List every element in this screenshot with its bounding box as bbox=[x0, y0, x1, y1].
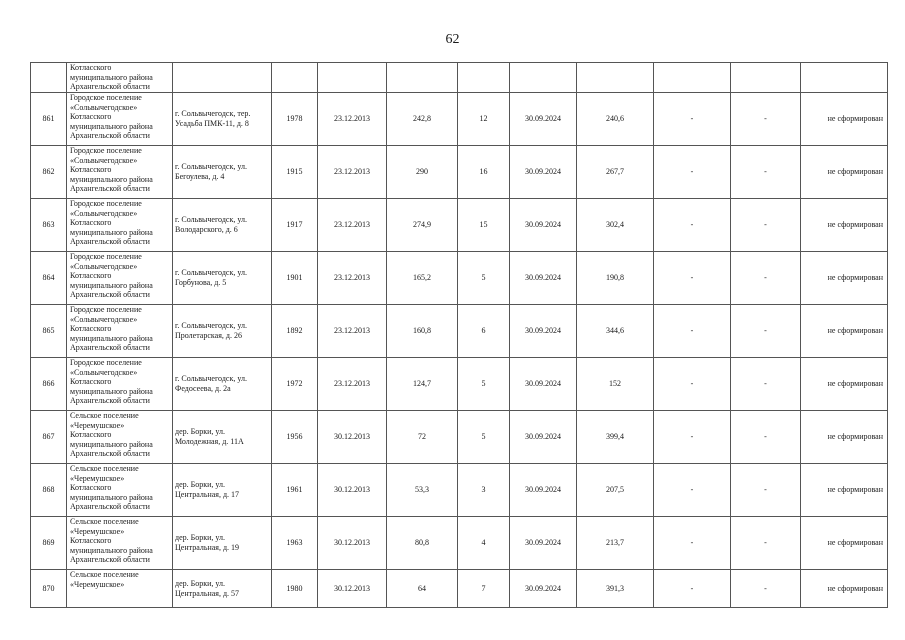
cell-area: 160,8 bbox=[387, 305, 458, 358]
table-rows bbox=[31, 93, 888, 608]
cell-date-recognized: 23.12.2013 bbox=[318, 199, 387, 252]
cell-area: 80,8 bbox=[387, 517, 458, 570]
cell-date-recognized bbox=[318, 63, 387, 93]
cell-area: 290 bbox=[387, 146, 458, 199]
cell-col-b: - bbox=[731, 305, 801, 358]
cell-col-a: - bbox=[654, 570, 731, 608]
cell-residents: 5 bbox=[458, 252, 510, 305]
cell-col-b: - bbox=[731, 252, 801, 305]
cell-area-to-resettle: 267,7 bbox=[577, 146, 654, 199]
cell-status: не сформирован bbox=[801, 146, 888, 199]
cell-status bbox=[801, 63, 888, 93]
cell-col-a: - bbox=[654, 199, 731, 252]
cell-settlement: Городское поселение «Сольвычегодское» Котласского муниципального района Архангельской области bbox=[67, 252, 173, 305]
cell-address: г. Сольвычегодск, тер. Усадьба ПМК-11, д. 8 bbox=[173, 93, 272, 146]
cell-settlement: Сельское поселение «Черемушское» Котласского муниципального района Архангельской области bbox=[67, 517, 173, 570]
cell-year: 1961 bbox=[272, 464, 318, 517]
cell-address: г. Сольвычегодск, ул. Пролетарская, д. 26 bbox=[173, 305, 272, 358]
cell-settlement: Городское поселение «Сольвычегодское» Котласского муниципального района Архангельской области bbox=[67, 146, 173, 199]
cell-address: г. Сольвычегодск, ул. Федосеева, д. 2а bbox=[173, 358, 272, 411]
cell-area-to-resettle: 302,4 bbox=[577, 199, 654, 252]
cell-area: 53,3 bbox=[387, 464, 458, 517]
cell-residents bbox=[458, 63, 510, 93]
cell-planned-date: 30.09.2024 bbox=[510, 146, 577, 199]
cell-area-to-resettle: 240,6 bbox=[577, 93, 654, 146]
cell-area: 165,2 bbox=[387, 252, 458, 305]
cell-year: 1980 bbox=[272, 570, 318, 608]
cell-col-b: - bbox=[731, 411, 801, 464]
cell-address: г. Сольвычегодск, ул. Горбунова, д. 5 bbox=[173, 252, 272, 305]
table-row bbox=[31, 305, 888, 358]
cell-number: 867 bbox=[31, 411, 67, 464]
cell-col-b: - bbox=[731, 199, 801, 252]
cell-area: 124,7 bbox=[387, 358, 458, 411]
cell-planned-date: 30.09.2024 bbox=[510, 517, 577, 570]
cell-number: 862 bbox=[31, 146, 67, 199]
cell-settlement: Котласского муниципального района Архангельской области bbox=[67, 63, 173, 93]
cell-year: 1963 bbox=[272, 517, 318, 570]
cell-status: не сформирован bbox=[801, 305, 888, 358]
cell-date-recognized: 23.12.2013 bbox=[318, 305, 387, 358]
cell-status: не сформирован bbox=[801, 464, 888, 517]
cell-address: г. Сольвычегодск, ул. Бегоулева, д. 4 bbox=[173, 146, 272, 199]
table-row bbox=[31, 464, 888, 517]
cell-date-recognized: 30.12.2013 bbox=[318, 517, 387, 570]
cell-residents: 5 bbox=[458, 411, 510, 464]
cell-col-a: - bbox=[654, 411, 731, 464]
table-row bbox=[31, 517, 888, 570]
cell-year: 1892 bbox=[272, 305, 318, 358]
cell-planned-date: 30.09.2024 bbox=[510, 305, 577, 358]
cell-col-b: - bbox=[731, 358, 801, 411]
cell-date-recognized: 23.12.2013 bbox=[318, 252, 387, 305]
cell-settlement: Городское поселение «Сольвычегодское» Котласского муниципального района Архангельской области bbox=[67, 93, 173, 146]
cell-number: 869 bbox=[31, 517, 67, 570]
cell-col-a: - bbox=[654, 146, 731, 199]
cell-status: не сформирован bbox=[801, 570, 888, 608]
cell-number: 866 bbox=[31, 358, 67, 411]
cell-address: г. Сольвычегодск, ул. Володарского, д. 6 bbox=[173, 199, 272, 252]
cell-area-to-resettle: 190,8 bbox=[577, 252, 654, 305]
cell-planned-date: 30.09.2024 bbox=[510, 411, 577, 464]
cell-col-b: - bbox=[731, 93, 801, 146]
table-row bbox=[31, 411, 888, 464]
cell-status: не сформирован bbox=[801, 252, 888, 305]
cell-status: не сформирован bbox=[801, 199, 888, 252]
cell-address: дер. Борки, ул. Центральная, д. 57 bbox=[173, 570, 272, 608]
table-row-continued bbox=[31, 63, 888, 93]
cell-status: не сформирован bbox=[801, 93, 888, 146]
cell-address: дер. Борки, ул. Центральная, д. 19 bbox=[173, 517, 272, 570]
cell-residents: 12 bbox=[458, 93, 510, 146]
cell-residents: 15 bbox=[458, 199, 510, 252]
cell-planned-date: 30.09.2024 bbox=[510, 464, 577, 517]
cell-settlement: Городское поселение «Сольвычегодское» Котласского муниципального района Архангельской области bbox=[67, 305, 173, 358]
cell-date-recognized: 23.12.2013 bbox=[318, 146, 387, 199]
cell-year bbox=[272, 63, 318, 93]
cell-area-to-resettle: 344,6 bbox=[577, 305, 654, 358]
cell-year: 1915 bbox=[272, 146, 318, 199]
cell-settlement: Сельское поселение «Черемушское» Котласского муниципального района Архангельской области bbox=[67, 411, 173, 464]
cell-col-a: - bbox=[654, 252, 731, 305]
cell-settlement: Городское поселение «Сольвычегодское» Котласского муниципального района Архангельской области bbox=[67, 358, 173, 411]
cell-settlement: Сельское поселение «Черемушское» bbox=[67, 570, 173, 608]
cell-year: 1978 bbox=[272, 93, 318, 146]
cell-number: 870 bbox=[31, 570, 67, 608]
cell-area: 242,8 bbox=[387, 93, 458, 146]
cell-status: не сформирован bbox=[801, 358, 888, 411]
cell-number bbox=[31, 63, 67, 93]
cell-area bbox=[387, 63, 458, 93]
housing-register-table bbox=[30, 62, 888, 608]
cell-area-to-resettle bbox=[577, 63, 654, 93]
cell-number: 863 bbox=[31, 199, 67, 252]
cell-col-b: - bbox=[731, 570, 801, 608]
cell-col-a: - bbox=[654, 517, 731, 570]
cell-area-to-resettle: 152 bbox=[577, 358, 654, 411]
cell-residents: 5 bbox=[458, 358, 510, 411]
cell-year: 1956 bbox=[272, 411, 318, 464]
cell-address bbox=[173, 63, 272, 93]
cell-settlement: Сельское поселение «Черемушское» Котласского муниципального района Архангельской области bbox=[67, 464, 173, 517]
cell-col-b: - bbox=[731, 146, 801, 199]
cell-address: дер. Борки, ул. Центральная, д. 17 bbox=[173, 464, 272, 517]
table-row bbox=[31, 199, 888, 252]
cell-planned-date: 30.09.2024 bbox=[510, 358, 577, 411]
table-row bbox=[31, 93, 888, 146]
table-row bbox=[31, 146, 888, 199]
cell-date-recognized: 23.12.2013 bbox=[318, 358, 387, 411]
cell-planned-date: 30.09.2024 bbox=[510, 93, 577, 146]
cell-number: 868 bbox=[31, 464, 67, 517]
cell-col-a: - bbox=[654, 93, 731, 146]
cell-status: не сформирован bbox=[801, 411, 888, 464]
cell-planned-date: 30.09.2024 bbox=[510, 252, 577, 305]
cell-year: 1917 bbox=[272, 199, 318, 252]
table-row bbox=[31, 358, 888, 411]
cell-col-a bbox=[654, 63, 731, 93]
cell-settlement: Городское поселение «Сольвычегодское» Котласского муниципального района Архангельской области bbox=[67, 199, 173, 252]
cell-col-a: - bbox=[654, 464, 731, 517]
cell-residents: 4 bbox=[458, 517, 510, 570]
cell-year: 1901 bbox=[272, 252, 318, 305]
page-number: 62 bbox=[445, 32, 460, 47]
cell-area-to-resettle: 213,7 bbox=[577, 517, 654, 570]
cell-date-recognized: 30.12.2013 bbox=[318, 570, 387, 608]
cell-planned-date: 30.09.2024 bbox=[510, 570, 577, 608]
cell-year: 1972 bbox=[272, 358, 318, 411]
cell-col-b bbox=[731, 63, 801, 93]
cell-date-recognized: 23.12.2013 bbox=[318, 93, 387, 146]
cell-date-recognized: 30.12.2013 bbox=[318, 464, 387, 517]
cell-col-a: - bbox=[654, 358, 731, 411]
cell-residents: 6 bbox=[458, 305, 510, 358]
cell-area: 72 bbox=[387, 411, 458, 464]
cell-number: 865 bbox=[31, 305, 67, 358]
cell-residents: 7 bbox=[458, 570, 510, 608]
cell-area-to-resettle: 207,5 bbox=[577, 464, 654, 517]
cell-col-b: - bbox=[731, 464, 801, 517]
table-row bbox=[31, 570, 888, 608]
cell-planned-date: 30.09.2024 bbox=[510, 199, 577, 252]
cell-number: 861 bbox=[31, 93, 67, 146]
cell-area-to-resettle: 391,3 bbox=[577, 570, 654, 608]
cell-status: не сформирован bbox=[801, 517, 888, 570]
cell-col-b: - bbox=[731, 517, 801, 570]
cell-area: 64 bbox=[387, 570, 458, 608]
cell-number: 864 bbox=[31, 252, 67, 305]
cell-area: 274,9 bbox=[387, 199, 458, 252]
cell-address: дер. Борки, ул. Молодежная, д. 11А bbox=[173, 411, 272, 464]
cell-date-recognized: 30.12.2013 bbox=[318, 411, 387, 464]
cell-area-to-resettle: 399,4 bbox=[577, 411, 654, 464]
cell-residents: 3 bbox=[458, 464, 510, 517]
cell-col-a: - bbox=[654, 305, 731, 358]
table-row bbox=[31, 252, 888, 305]
cell-planned-date bbox=[510, 63, 577, 93]
cell-residents: 16 bbox=[458, 146, 510, 199]
